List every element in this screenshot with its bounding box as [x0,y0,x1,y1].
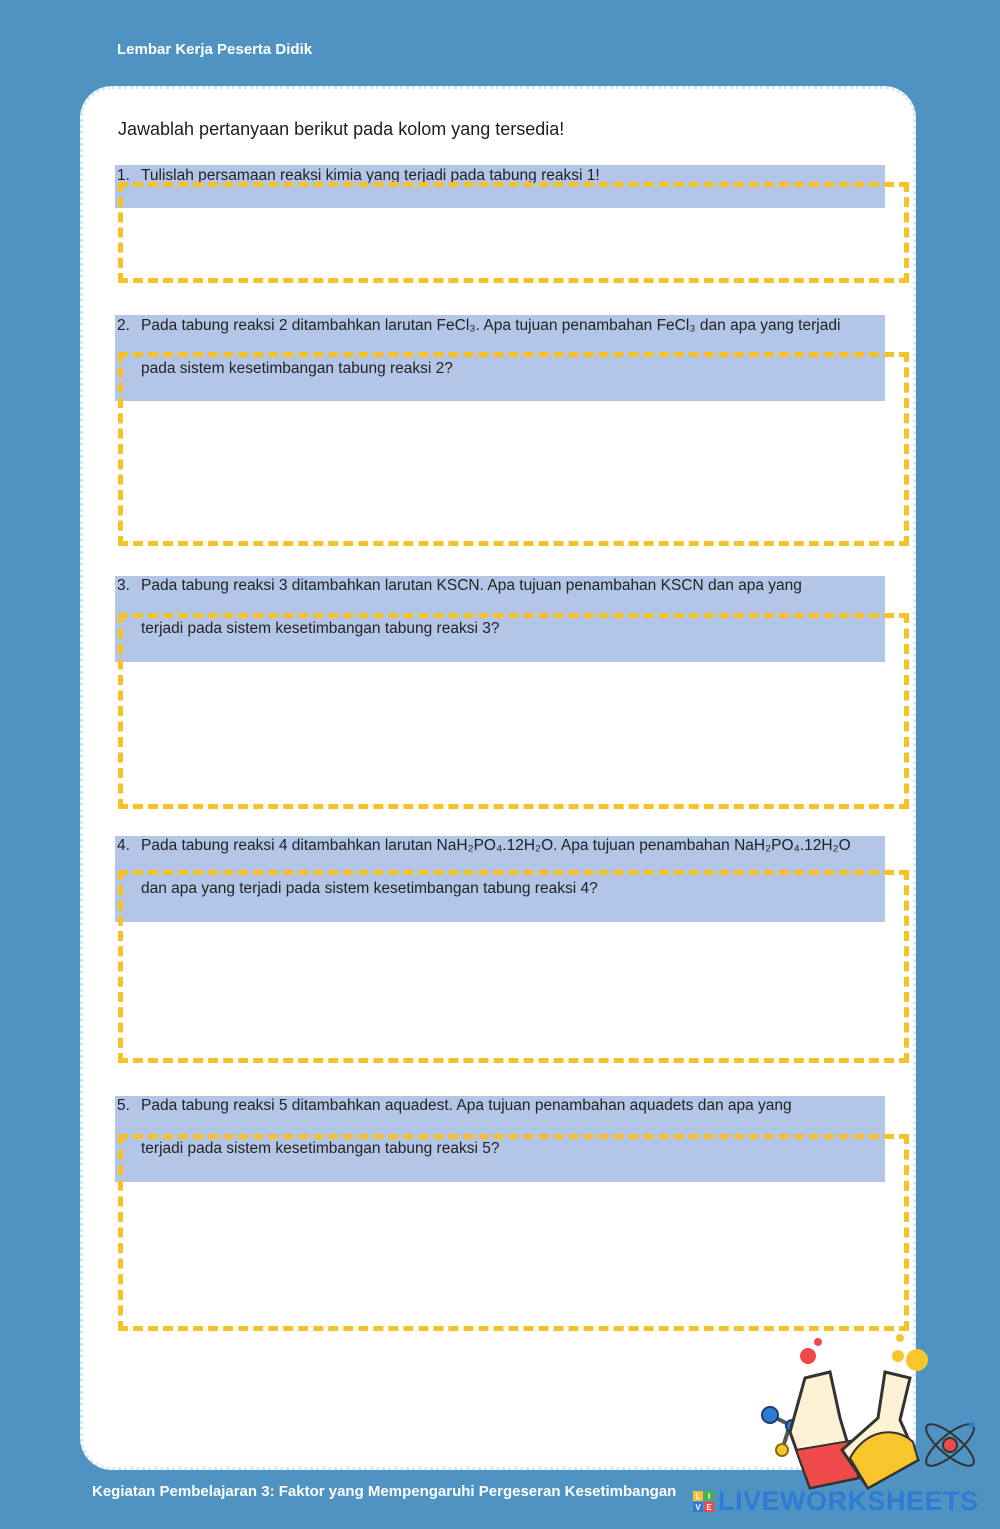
liveworksheets-badge-icon: L I V E [693,1491,714,1512]
instruction-text: Jawablah pertanyaan berikut pada kolom yang tersedia! [118,119,565,139]
question-number: 3. [117,577,130,594]
worksheet-header-label: Lembar Kerja Peserta Didik [117,41,313,58]
bubble-icon [814,1338,822,1346]
question-line: Pada tabung reaksi 3 ditambahkan larutan KSCN. Apa tujuan penambahan KSCN dan apa yang [141,577,802,594]
question-line: Pada tabung reaksi 5 ditambahkan aquadest. Apa tujuan penambahan aquadets dan apa yang [141,1097,792,1114]
question-line: terjadi pada sistem kesetimbangan tabung reaksi 3? [141,620,500,637]
question-line: Tulislah persamaan reaksi kimia yang terjadi pada tabung reaksi 1! [141,167,600,184]
question-line: Pada tabung reaksi 4 ditambahkan larutan NaH₂PO₄.12H₂O. Apa tujuan penambahan NaH₂PO₄.12H₂O [141,837,851,854]
footer-activity-label: Kegiatan Pembelajaran 3: Faktor yang Mempengaruhi Pergeseran Kesetimbangan [92,1483,677,1500]
liveworksheets-logo[interactable] [693,1486,979,1517]
bubble-icon [896,1334,904,1342]
answer-box-3[interactable] [118,613,909,809]
answer-box-1[interactable] [118,182,909,283]
answer-box-2[interactable] [118,352,909,546]
question-line: pada sistem kesetimbangan tabung reaksi 2? [141,360,453,377]
answer-box-4[interactable] [118,870,909,1063]
question-line: dan apa yang terjadi pada sistem kesetimbangan tabung reaksi 4? [141,880,598,897]
bubble-icon [892,1350,904,1362]
question-number: 2. [117,317,130,334]
molecule-icon [762,1407,778,1423]
question-number: 5. [117,1097,130,1114]
liveworksheets-wordmark: LIVEWORKSHEETS [718,1486,979,1516]
chemistry-flasks-illustration [750,1330,985,1490]
question-number: 1. [117,167,130,184]
answer-box-5[interactable] [118,1134,909,1331]
question-line: terjadi pada sistem kesetimbangan tabung reaksi 5? [141,1140,500,1157]
question-number: 4. [117,837,130,854]
bubble-icon [800,1348,816,1364]
bubble-icon [906,1349,928,1371]
question-line: Pada tabung reaksi 2 ditambahkan larutan FeCl₃. Apa tujuan penambahan FeCl₃ dan apa yang terjadi [141,317,841,334]
